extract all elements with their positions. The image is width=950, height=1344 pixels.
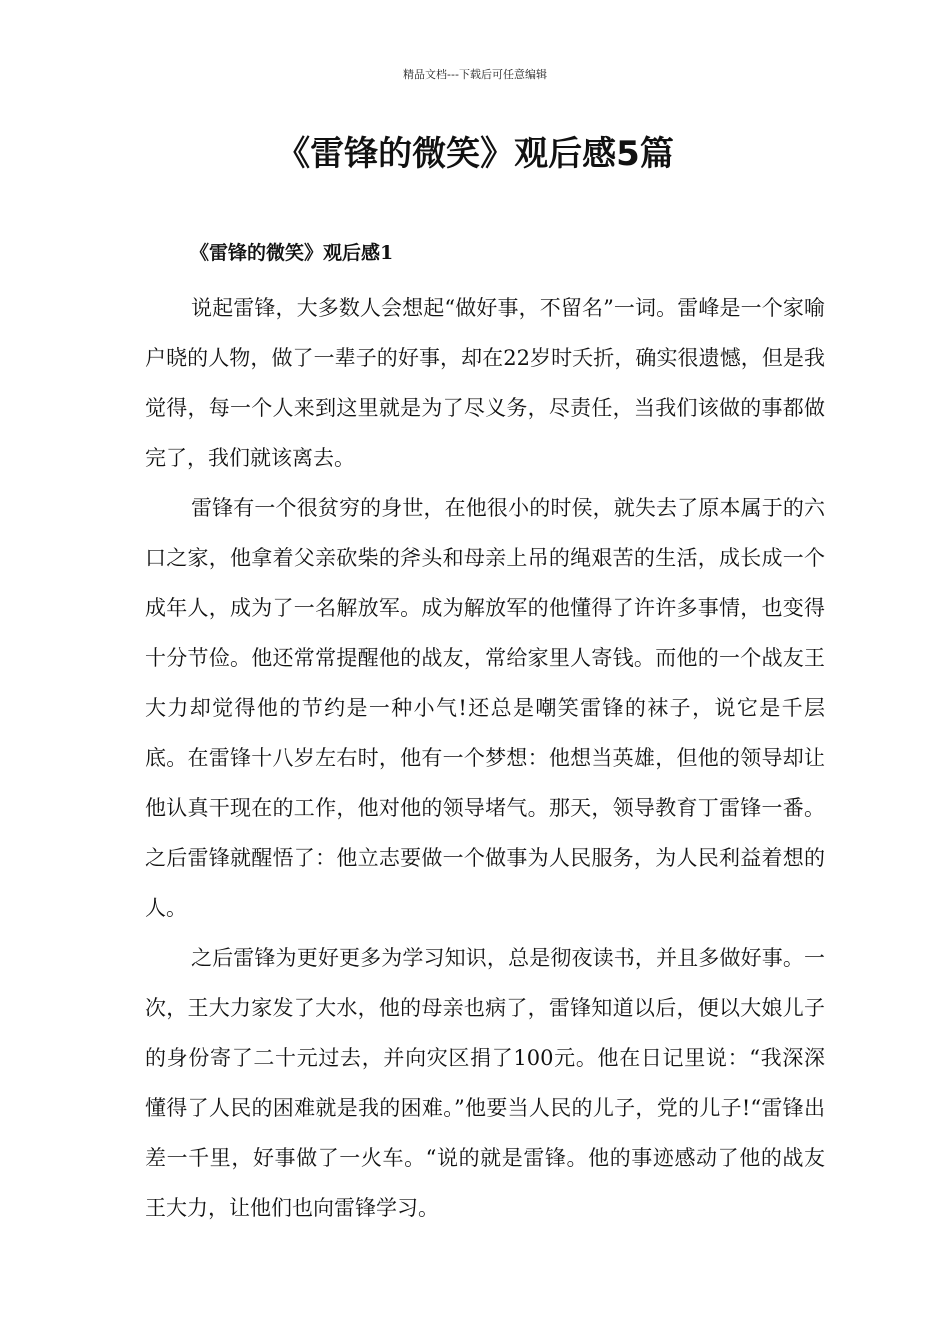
document-title: 《雷锋的微笑》观后感5篇 <box>276 134 674 174</box>
paragraph-1: 说起雷锋，大多数人会想起“做好事，不留名”一词。雷峰是一个家喻户晓的人物，做了一辈子的好事，却在22岁时夭折，确实很遗憾，但是我觉得，每一个人来到这里就是为了尽义务，尽责任，当我们该做的事都做完了，我们就该离去。 <box>145 296 825 470</box>
header-note: 精品文档---下载后可任意编辑 <box>403 68 547 81</box>
body-text <box>145 283 825 1233</box>
paragraph-3: 之后雷锋为更好更多为学习知识，总是彻夜读书，并且多做好事。一次，王大力家发了大水，他的母亲也病了，雷锋知道以后，便以大娘儿子的身份寄了二十元过去，并向灾区捐了100元。他在日记里说：“我深深懂得了人民的困难就是我的困难。”他要当人民的儿子，党的儿子!“雷锋出差一千里，好事做了一火车。“说的就是雷锋。他的事迹感动了他的战友王大力，让他们也向雷锋学习。 <box>145 946 825 1220</box>
section-heading: 《雷锋的微笑》观后感1 <box>190 242 394 264</box>
paragraph-2: 雷锋有一个很贫穷的身世，在他很小的时侯，就失去了原本属于的六口之家，他拿着父亲砍柴的斧头和母亲上吊的绳艰苦的生活，成长成一个成年人，成为了一名解放军。成为解放军的他懂得了许许多事情，也变得十分节俭。他还常常提醒他的战友，常给家里人寄钱。而他的一个战友王大力却觉得他的节约是一种小气!还总是嘲笑雷锋的袜子，说它是千层底。在雷锋十八岁左右时，他有一个梦想：他想当英雄，但他的领导却让他认真干现在的工作，他对他的领导堵气。那天，领导教育丁雷锋一番。之后雷锋就醒悟了：他立志要做一个做事为人民服务，为人民利益着想的人。 <box>145 496 825 920</box>
